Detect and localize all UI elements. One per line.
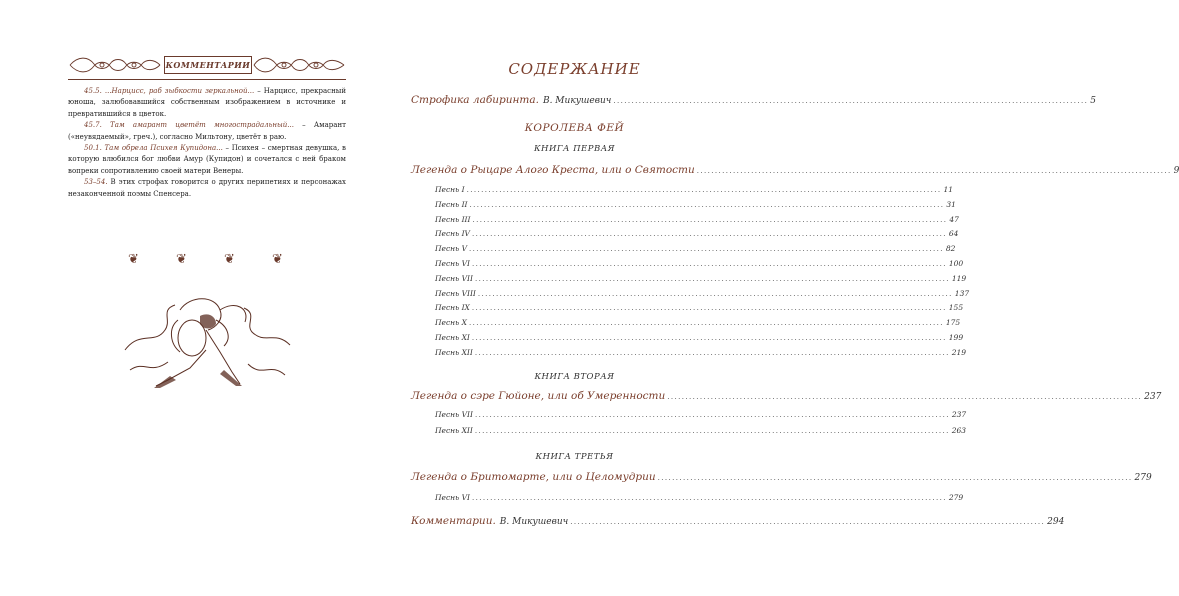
note [68,120,346,143]
leader-dots: ................................................................................................................................... [471,494,947,502]
toc-entry-canto[interactable] [435,303,964,313]
toc-page-number: 119 [951,273,967,283]
toc-entry-label: Песнь XII [435,426,473,435]
toc-entry-canto[interactable] [435,185,953,194]
fleuron-icon: ❦ [224,252,235,267]
toc-entry-canto[interactable] [435,493,964,502]
toc-entry-label: Песнь VIII [435,288,476,298]
note [68,143,346,177]
toc-page-number: 155 [948,303,964,313]
note-text: – Психея – смертная девушка, в которую влюбился бог любви Амур (Купидон) и сочетался с ней браком вопреки сопротивлению своей матери Венеры. [68,144,346,175]
toc-entry-strofika[interactable] [411,94,1097,106]
toc-entry-label: Песнь XII [435,347,473,357]
toc-entry-label: Песнь XI [435,333,470,342]
leader-dots: ................................................................................................................................... [613,97,1089,105]
toc-entry-canto[interactable] [435,259,964,268]
leader-dots: ................................................................................................................................... [657,474,1133,482]
toc-page-number: 137 [954,288,970,298]
toc-entry-legend[interactable] [411,390,1162,402]
note-ref: 53–54. [84,178,108,187]
toc-entry-author: В. Микушевич [542,96,612,106]
book-heading [383,144,766,154]
toc-page-number: 82 [945,244,956,254]
toc-entry-canto[interactable] [435,288,970,298]
toc-entry-canto[interactable] [435,426,967,435]
toc-page-number: 47 [949,214,959,224]
commentary-notes [68,86,346,200]
book-heading-text: КНИГА ВТОРАЯ [534,372,615,382]
leader-dots: ................................................................................................................................... [472,215,948,224]
toc-entry-label: Песнь VI [435,259,470,268]
toc-entry-label: Песнь IV [435,229,470,239]
toc-page-number: 279 [1134,473,1152,483]
book-heading [383,452,766,462]
toc-entry-label: Песнь II [435,199,468,209]
toc-entry-canto[interactable] [435,410,967,419]
toc-page-number: 31 [946,199,956,209]
toc-entry-legend[interactable] [411,471,1152,483]
toc-page-number: 294 [1047,517,1065,527]
note-ref: 45.7. Там амарант цветёт многострадальный... [84,121,294,130]
toc-page-number: 11 [943,185,953,194]
toc-entry-label: Комментарии. [411,515,496,527]
fleuron-icon: ❦ [128,252,139,267]
toc-entry-label: Песнь IX [435,303,470,313]
fleuron-row [118,252,298,272]
toc-page-number: 237 [1144,392,1162,402]
book-heading [383,372,766,382]
toc-entry-label: Легенда о сэре Гюйоне, или об Умеренности [411,390,666,402]
leader-dots: ................................................................................................................................... [474,274,950,283]
left-page [0,0,383,596]
leader-dots: ................................................................................................................................... [477,289,953,298]
toc-entry-label: Песнь VI [435,493,470,502]
toc-entry-canto[interactable] [435,229,959,239]
toc-page-number: 64 [948,229,959,239]
toc-entry-author: В. Микушевич [499,517,569,527]
toc-entry-label: Песнь III [435,214,471,224]
toc-entry-label: Песнь I [435,185,465,194]
leader-dots: ................................................................................................................................... [471,304,947,313]
toc-entry-canto[interactable] [435,333,964,342]
leader-dots: ................................................................................................................................... [469,200,945,209]
leader-dots: ................................................................................................................................... [468,319,944,328]
toc-entry-label: Строфика лабиринта. [411,94,539,106]
toc-entry-label: Песнь X [435,318,467,328]
leader-dots: ................................................................................................................................... [474,427,950,435]
header-rule [68,79,346,80]
leader-dots: ................................................................................................................................... [466,186,942,194]
leader-dots: ................................................................................................................................... [471,334,947,342]
toc-page-number: 263 [951,426,967,435]
book-heading-text: КНИГА ПЕРВАЯ [533,144,616,154]
toc-entry-canto[interactable] [435,273,967,283]
leader-dots: ................................................................................................................................... [471,260,947,268]
fleuron-icon: ❦ [176,252,187,267]
leader-dots: ................................................................................................................................... [570,518,1046,526]
fleuron-icon: ❦ [272,252,283,267]
toc-entry-label: Легенда о Рыцаре Алого Креста, или о Святости [411,164,695,176]
running-header [68,52,346,78]
toc-entry-canto[interactable] [435,199,956,209]
note-text: – Нарцисс, прекрасный юноша, залюбовавшийся собственным изображением в источнике и превратившийся в цветок. [68,87,346,118]
header-label: КОММЕНТАРИИ [164,56,252,74]
leader-dots: ................................................................................................................................... [474,411,950,419]
leader-dots: ................................................................................................................................... [474,348,950,357]
toc-entry-canto[interactable] [435,214,959,224]
leader-dots: ................................................................................................................................... [667,393,1143,401]
toc-page-number: 199 [948,333,964,342]
toc-entry-label: Песнь V [435,244,468,254]
toc-entry-label: Песнь VII [435,273,473,283]
toc-page-number: 237 [951,410,967,419]
right-page [383,0,1179,596]
toc-page-number: 219 [951,347,967,357]
toc-page-number: 5 [1090,96,1097,106]
toc-page-number: 100 [948,259,964,268]
toc-entry-legend[interactable] [411,164,1179,176]
knight-engraving-icon [120,290,295,390]
toc-entry-label: Легенда о Бритомарте, или о Целомудрии [411,471,656,483]
toc-page-number: 9 [1173,166,1179,176]
leader-dots: ................................................................................................................................... [469,245,944,254]
note-text: – Амарант («неувядаемый», греч.), согласно Мильтону, цветёт в раю. [68,121,346,141]
toc-page-number: 175 [945,318,961,328]
note [68,177,346,200]
note-text: В этих строфах говорится о других перипетиях и персонажах незаконченной поэмы Спенсера. [68,178,346,198]
toc-title: СОДЕРЖАНИЕ [508,60,641,78]
toc-entry-label: Песнь VII [435,410,473,419]
toc-page-number: 279 [948,493,964,502]
leader-dots: ................................................................................................................................... [471,230,947,239]
toc-entry-commentary[interactable] [411,515,1065,527]
section-heading: КОРОЛЕВА ФЕЙ [524,122,625,134]
toc-entry-canto[interactable] [435,347,967,357]
toc-entry-canto[interactable] [435,318,961,328]
toc-entry-canto[interactable] [435,244,956,254]
note-ref: 50.1. Там обрела Психея Купидона... [84,144,223,153]
leader-dots: ................................................................................................................................... [696,167,1172,175]
note-ref: 45.5. ...Нарцисс, раб зыбкости зеркальной... [84,87,255,95]
book-heading-text: КНИГА ТРЕТЬЯ [535,452,614,462]
note [68,86,346,120]
